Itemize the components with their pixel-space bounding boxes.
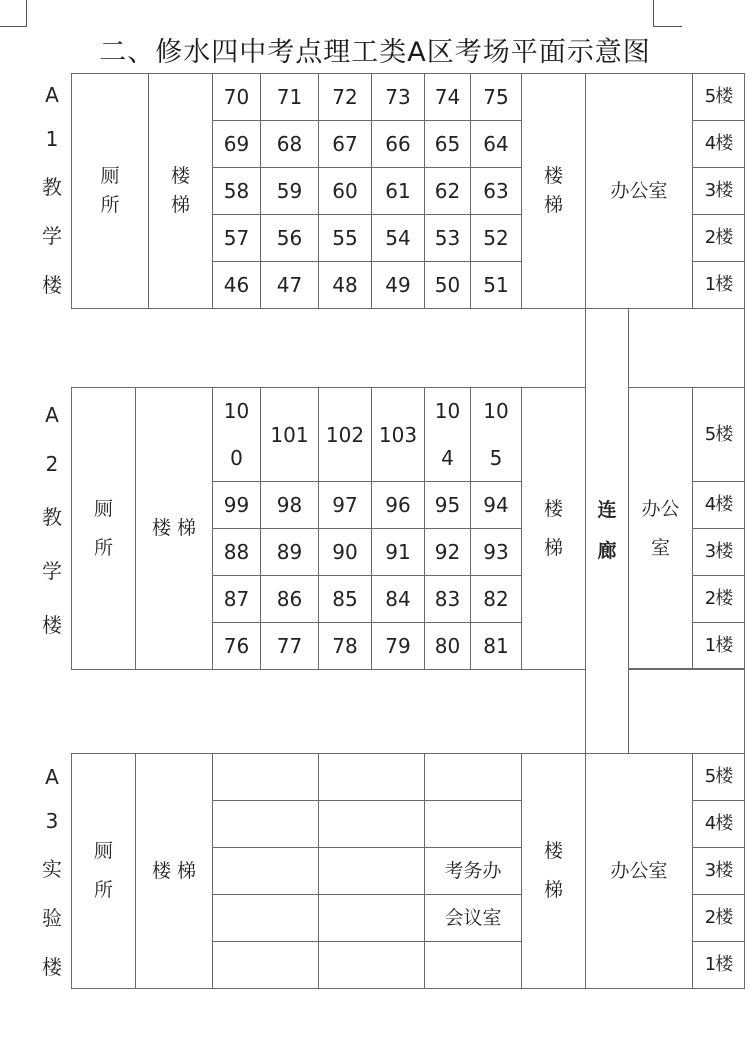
exam-room: 51 xyxy=(470,261,522,309)
stairs-char: 梯 xyxy=(543,879,563,901)
exam-room: 57 xyxy=(212,214,261,262)
exam-room: 85 xyxy=(318,575,372,623)
toilet-char: 所 xyxy=(100,194,120,216)
room xyxy=(318,847,425,895)
stairs-char: 楼 xyxy=(170,165,190,187)
label-char: 2 xyxy=(45,451,59,476)
exam-room: 69 xyxy=(212,120,261,168)
building-a2-label xyxy=(35,390,69,650)
exam-room: 46 xyxy=(212,261,261,309)
room xyxy=(212,847,319,895)
room-number-part: 10 xyxy=(483,398,509,423)
exam-room: 66 xyxy=(371,120,425,168)
exam-room: 49 xyxy=(371,261,425,309)
exam-room: 84 xyxy=(371,575,425,623)
toilet xyxy=(71,387,136,670)
floor-label: 1楼 xyxy=(692,941,745,989)
exam-room: 70 xyxy=(212,73,261,121)
exam-room: 56 xyxy=(260,214,319,262)
stairs-char: 楼 xyxy=(543,497,563,520)
exam-room: 90 xyxy=(318,528,372,576)
exam-room: 74 xyxy=(424,73,471,121)
floor-label: 2楼 xyxy=(692,575,745,623)
exam-room: 81 xyxy=(470,622,522,670)
office-text: 室 xyxy=(650,536,670,559)
toilet-char: 厕 xyxy=(100,165,120,187)
exam-room: 80 xyxy=(424,622,471,670)
exam-room: 63 xyxy=(470,167,522,215)
label-char: A xyxy=(45,765,59,789)
exam-room: 75 xyxy=(470,73,522,121)
exam-room: 47 xyxy=(260,261,319,309)
exam-room: 103 xyxy=(371,387,425,482)
office: 办公室 xyxy=(585,73,693,309)
label-char: A xyxy=(45,83,59,107)
meeting-room: 会议室 xyxy=(424,894,522,942)
toilet-char: 厕 xyxy=(93,497,113,520)
exam-room: 59 xyxy=(260,167,319,215)
exam-room: 61 xyxy=(371,167,425,215)
exam-room: 55 xyxy=(318,214,372,262)
exam-room: 86 xyxy=(260,575,319,623)
floor-label: 5楼 xyxy=(692,753,745,801)
room xyxy=(212,894,319,942)
exam-room: 68 xyxy=(260,120,319,168)
label-char: 学 xyxy=(42,224,62,248)
floor-label: 2楼 xyxy=(692,894,745,942)
exam-room: 82 xyxy=(470,575,522,623)
exam-room: 96 xyxy=(371,481,425,529)
exam-room: 92 xyxy=(424,528,471,576)
stairs-left: 楼 梯 xyxy=(135,387,213,670)
exam-room: 77 xyxy=(260,622,319,670)
crop-mark-left xyxy=(0,0,27,27)
stairs-char: 梯 xyxy=(543,536,563,559)
stairs-char: 楼 xyxy=(543,165,563,187)
toilet-char: 所 xyxy=(93,536,113,559)
exam-room: 73 xyxy=(371,73,425,121)
stairs-right xyxy=(521,387,586,670)
exam-room: 53 xyxy=(424,214,471,262)
room xyxy=(212,753,319,801)
exam-room: 99 xyxy=(212,481,261,529)
toilet-char: 所 xyxy=(93,879,113,901)
exam-room: 83 xyxy=(424,575,471,623)
corridor xyxy=(585,308,629,754)
building-a1-label xyxy=(35,73,69,308)
exam-room: 71 xyxy=(260,73,319,121)
toilet-char: 厕 xyxy=(93,840,113,862)
exam-room: 78 xyxy=(318,622,372,670)
label-char: A xyxy=(45,402,59,427)
exam-room: 48 xyxy=(318,261,372,309)
exam-room: 93 xyxy=(470,528,522,576)
floor-label: 4楼 xyxy=(692,120,745,168)
exam-room: 60 xyxy=(318,167,372,215)
exam-room: 91 xyxy=(371,528,425,576)
exam-room: 94 xyxy=(470,481,522,529)
floor-label: 1楼 xyxy=(692,261,745,309)
room-number-part: 10 xyxy=(434,398,461,423)
exam-room: 65 xyxy=(424,120,471,168)
toilet xyxy=(71,753,136,989)
building-a3-label xyxy=(35,755,69,990)
floor-label: 3楼 xyxy=(692,847,745,895)
exam-room xyxy=(212,387,261,482)
room xyxy=(318,941,425,989)
exam-room: 62 xyxy=(424,167,471,215)
corridor-char: 廊 xyxy=(597,540,617,562)
exam-room: 64 xyxy=(470,120,522,168)
floor-label: 5楼 xyxy=(692,387,745,482)
room xyxy=(318,800,425,848)
label-char: 楼 xyxy=(42,955,62,979)
office: 办公室 xyxy=(585,753,693,989)
floor-label: 4楼 xyxy=(692,481,745,529)
room-number-part: 0 xyxy=(230,445,243,470)
room xyxy=(212,800,319,848)
toilet xyxy=(71,73,149,309)
office-text: 办公 xyxy=(641,497,680,520)
exam-room: 67 xyxy=(318,120,372,168)
label-char: 实 xyxy=(42,857,62,881)
exam-room: 50 xyxy=(424,261,471,309)
floor-label: 4楼 xyxy=(692,800,745,848)
label-char: 3 xyxy=(45,809,59,833)
exam-room: 54 xyxy=(371,214,425,262)
exam-room: 95 xyxy=(424,481,471,529)
stairs-right xyxy=(521,753,586,989)
exam-room xyxy=(424,387,471,482)
label-char: 1 xyxy=(45,127,59,151)
room xyxy=(424,753,522,801)
stairs-char: 梯 xyxy=(543,194,563,216)
room xyxy=(318,894,425,942)
label-char: 教 xyxy=(42,175,62,199)
room-number-part: 5 xyxy=(489,445,503,470)
label-char: 学 xyxy=(42,558,62,583)
page-title: 二、修水四中考点理工类A区考场平面示意图 xyxy=(99,37,651,68)
stairs-left xyxy=(148,73,213,309)
floor-label: 5楼 xyxy=(692,73,745,121)
exam-room: 101 xyxy=(260,387,319,482)
floor-label: 3楼 xyxy=(692,528,745,576)
exam-room: 76 xyxy=(212,622,261,670)
exam-room: 72 xyxy=(318,73,372,121)
gap-frame-upper xyxy=(628,308,745,388)
gap-frame-lower xyxy=(628,668,745,754)
exam-room: 58 xyxy=(212,167,261,215)
room xyxy=(212,941,319,989)
stairs-right xyxy=(521,73,586,309)
room-number-part: 10 xyxy=(223,398,250,423)
floor-label: 1楼 xyxy=(692,622,745,670)
exam-room xyxy=(470,387,522,482)
stairs-char: 楼 xyxy=(543,840,563,862)
stairs-char: 梯 xyxy=(170,194,190,216)
exam-room: 98 xyxy=(260,481,319,529)
room-number-part: 4 xyxy=(441,445,454,470)
exam-room: 88 xyxy=(212,528,261,576)
label-char: 教 xyxy=(42,504,62,529)
label-char: 楼 xyxy=(42,612,62,637)
exam-room: 79 xyxy=(371,622,425,670)
room xyxy=(424,941,522,989)
label-char: 楼 xyxy=(42,273,62,297)
room xyxy=(424,800,522,848)
stairs-left: 楼 梯 xyxy=(135,753,213,989)
exam-affairs-office: 考务办 xyxy=(424,847,522,895)
label-char: 验 xyxy=(42,906,62,930)
exam-room: 52 xyxy=(470,214,522,262)
exam-room: 102 xyxy=(318,387,372,482)
room xyxy=(318,753,425,801)
exam-room: 89 xyxy=(260,528,319,576)
crop-mark-right xyxy=(653,0,682,27)
exam-room: 97 xyxy=(318,481,372,529)
exam-room: 87 xyxy=(212,575,261,623)
floor-label: 2楼 xyxy=(692,214,745,262)
corridor-char: 连 xyxy=(597,499,617,521)
floor-label: 3楼 xyxy=(692,167,745,215)
office xyxy=(628,387,693,670)
